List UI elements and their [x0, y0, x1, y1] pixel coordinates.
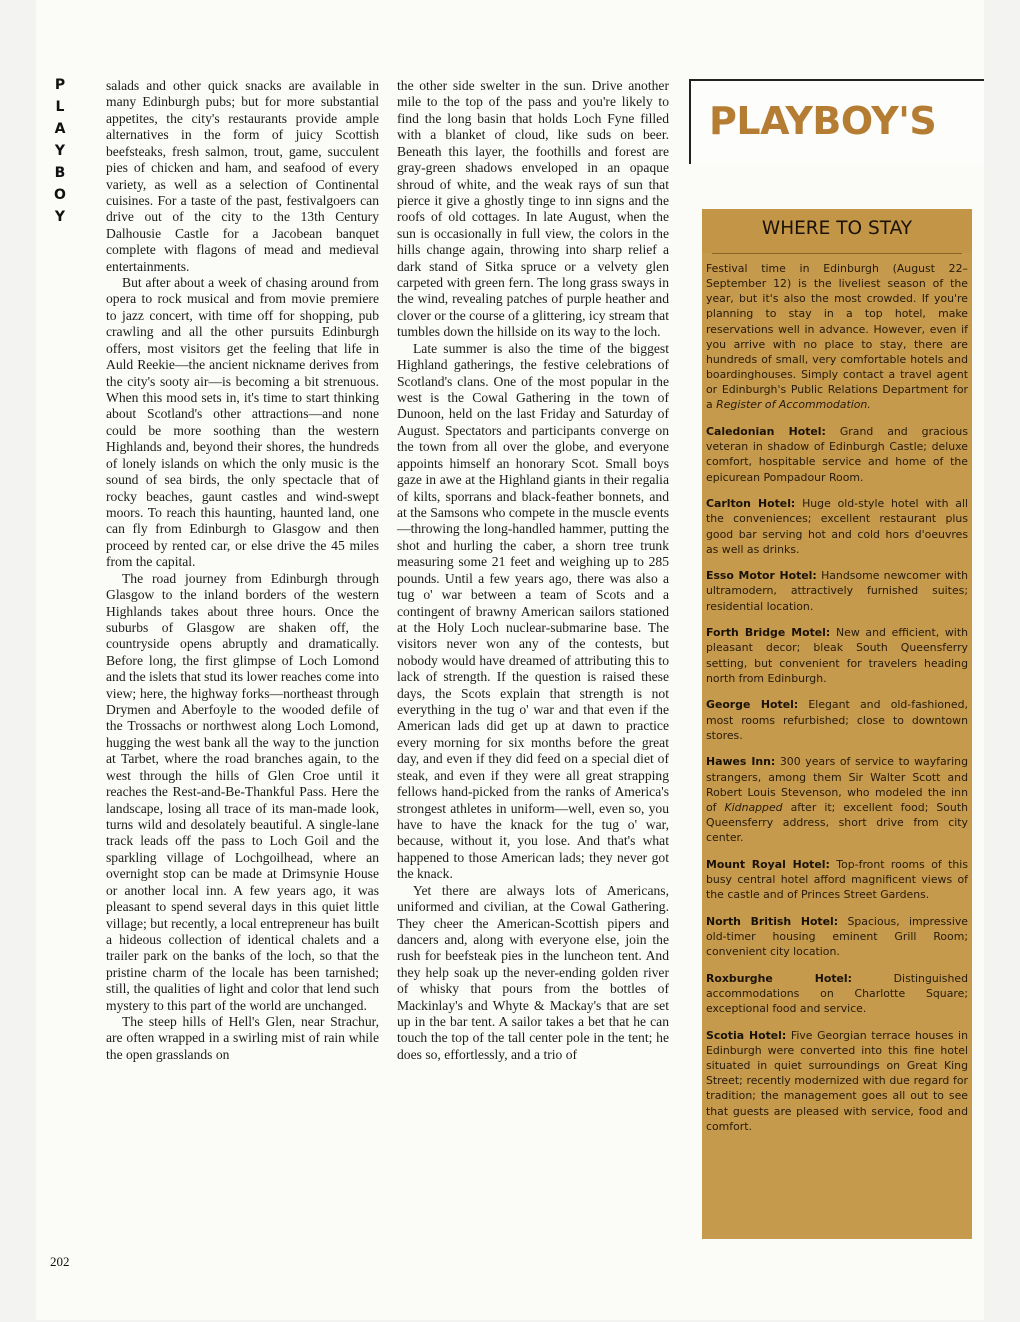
- hotel-name: Esso Motor Hotel:: [706, 569, 817, 583]
- hotel-name: North British Hotel:: [706, 914, 839, 928]
- running-head-letter: O: [54, 187, 66, 203]
- hotel-name: Carlton Hotel:: [706, 497, 796, 511]
- book-title: Kidnapped: [724, 800, 783, 814]
- hotel-entry: Carlton Hotel: Huge old-style hotel with all the conveniences; excellent restaurant plus good bar serving hot and cold hors d'oeuvres as well as drinks.: [706, 497, 968, 556]
- running-head-letter: P: [54, 77, 66, 93]
- hotel-entry: North British Hotel: Spacious, impressive old-timer housing eminent Grill Room; convenient city location.: [706, 914, 968, 959]
- paragraph: Yet there are always lots of Americans, uniformed and civilian, at the Cowal Gathering. They cheer the American-Scottish pipers and dancers and, along with everyone else, join the rush for beefsteak pies in the luncheon tent. And they help soak up the never-ending golden river of whisky that pours from the bottles of Mackinlay's and Whyte & Mackay's that are set up in the bar tent. A sailor takes a bet that he can touch the top of the tall center pole in the tent; he does so, effortlessly, and a trio of: [397, 882, 669, 1062]
- sidebar: [689, 79, 984, 1322]
- running-head-letter: L: [55, 99, 65, 115]
- article-column-2: [397, 78, 669, 1063]
- paragraph: But after about a week of chasing around from opera to rock musical and from movie premiere to jazz concert, with time off for shopping, pub crawling and all the other pursuits Edinburgh offers, most visitors get the feeling that life in Auld Reekie—the ancient nickname derives from the city's sooty air—is becoming a bit strenuous. When this mood sets in, it's time to start thinking about Scotland's other attractions—and none could be more soothing than the western Highlands and, beyond their shores, the hundreds of lonely islands on which the only music is the sound of sea birds, the only spectacle that of rocky beaches, gaunt castles and wind-swept moors. To reach this haunting, haunted land, one can fly from Edinburgh to Glasgow and then proceed by rented car, or else drive the 45 miles from the capital.: [106, 275, 379, 570]
- hotel-name: Scotia Hotel:: [706, 1028, 787, 1042]
- hotel-entry: Hawes Inn: 300 years of service to wayfaring strangers, among them Sir Walter Scott and Robert Louis Stevenson, who modeled the inn of Kidnapped after it; excellent food; South Queensferry address, short drive from city center.: [706, 755, 968, 845]
- running-head-letter: B: [54, 165, 66, 181]
- article-column-1: [106, 78, 379, 1063]
- running-head: [53, 74, 67, 228]
- intro-text: Festival time in Edinburgh (August 22–September 12) is the liveliest season of the year, but it's also the most crowded. If you're planning to stay in a top hotel, make reservations well in advance. However, even if you arrive with no place to stay, there are hundreds of small, very comfortable hotels and boardinghouses. Simply contact a travel agent or Edinburgh's Public Relations Department for a Register of Accommodation.: [706, 262, 968, 412]
- hotel-entry: George Hotel: Elegant and old-fashioned, most rooms refurbished; close to downtown stores.: [706, 698, 968, 742]
- paragraph: Late summer is also the time of the biggest Highland gatherings, the festive celebrations of Scotland's clans. One of the most popular in the west is the Cowal Gathering in the town of Dunoon, held on the last Friday and Saturday of August. Spectators and participants converge on the town from all over the globe, and everyone appoints himself an honorary Scot. Small boys gaze in awe at the Highland giants in their regalia of kilts, sporrans and black-feather bonnets, and at the Samsons who compete in the muscle events—throwing the long-handled hammer, putting the shot and hurling the caber, a shorn tree trunk measuring some 21 feet and weighing up to 285 pounds. Until a few years ago, there was also a tug o' war between a team of Scots and a contingent of brawny American sailors stationed at the Holy Loch nuclear-submarine base. The visitors never won any of the contests, but nobody would have dreamed of attributing this to lack of strength. If the question is raised these days, the Scots explain that strength is not everything in the tug o' war and that even if the American lads did get up at dawn to practice every morning for six months before the great day, and even if they did feed on a special diet of steak, and even if they were all great strapping fellows hand-picked from the ranks of America's strongest athletes in uniform—well, even so, you have to have the knack for the tug o' war, because, without it, you lose. And that's what happened to those American lads; they never got the knack.: [397, 340, 669, 882]
- hotel-entry: Esso Motor Hotel: Handsome newcomer with ultramodern, attractively furnished suites; residential location.: [706, 569, 969, 613]
- running-head-letter: Y: [54, 143, 66, 159]
- box-title: WHERE TO STAY: [761, 218, 913, 239]
- hotel-name: Mount Royal Hotel:: [706, 857, 830, 871]
- hotel-name: Caledonian Hotel:: [706, 425, 826, 439]
- hotel-name: Hawes Inn:: [706, 755, 776, 769]
- hotel-name: George Hotel:: [706, 698, 799, 712]
- hotel-entry: Scotia Hotel: Five Georgian terrace houses in Edinburgh were converted into this fine hotel situated in quiet surroundings on Great King Street; recently modernized with due regard for tradition; the management goes all out to see that guests are pleased with service, food and comfort.: [706, 1028, 968, 1133]
- paragraph: salads and other quick snacks are available in many Edinburgh pubs; but for more substantial appetites, the city's restaurants provide ample alternatives in the form of juicy Scottish beefsteaks, fresh salmon, trout, game, succulent pies of chicken and ham, and seafood of every variety, as well as a selection of Continental cuisines. For a taste of the past, festivalgoers can drive out of the city to the 13th Century Dalhousie Castle for a Jacobean banquet complete with flagons of mead and medieval entertainments.: [106, 78, 379, 274]
- paragraph: The road journey from Edinburgh through Glasgow to the inland borders of the western Highlands takes about three hours. Once the suburbs of Glasgow are shaken off, the countryside opens abruptly and dramatically. Before long, the first glimpse of Loch Lomond and the islets that stud its lower reaches come into view; here, the highway forks—northeast through Drymen and Aberfoyle to the wooded defile of the Trossachs or northwest along Loch Lomond, hugging the west bank all the way to the junction at Tarbet, where the road branches again, to the west through the hills of Glen Croe until it reaches the Rest-and-Be-Thankful Pass. Here the landscape, losing all trace of its man-made look, turns wild and desolately beautiful. A single-lane track leads off the pass to Loch Goil and the sparkling village of Lochgoilhead, where an overnight stop can be made at Drimsynie House or another local inn. A few years ago, it was pleasant to spend several days in this quiet little village; but recently, a local entrepreneur has built a hideous collection of identical chalets and a trailer park on the banks of the loch, so that the pristine charm of the locale has been tarnished; still, the qualities of light and color that lend such mystery to this part of the world are unchanged.: [106, 570, 379, 1013]
- paragraph: The steep hills of Hell's Glen, near Strachur, are often wrapped in a swirling mist of rain while the open grasslands on: [106, 1014, 379, 1062]
- divider: [712, 253, 962, 254]
- banner-title: PLAYBOY'S: [709, 99, 937, 143]
- hotel-entry: Caledonian Hotel: Grand and gracious veteran in shadow of Edinburgh Castle; deluxe comfort, hospitable service and home of the epicurean Pompadour Room.: [706, 425, 968, 484]
- sidebar-banner: [689, 79, 984, 164]
- hotel-entry: Mount Royal Hotel: Top-front rooms of this busy central hotel afford magnificent views of the castle and of Princes Street Gardens.: [706, 857, 968, 902]
- running-head-letter: Y: [54, 209, 66, 225]
- hotel-name: Forth Bridge Motel:: [706, 626, 831, 640]
- hotel-name: Roxburghe Hotel:: [706, 971, 853, 985]
- hotel-entry: Forth Bridge Motel: New and efficient, with pleasant decor; bleak South Queensferry setting, but convenient for travelers heading north from Edinburgh.: [706, 626, 968, 685]
- paragraph: the other side swelter in the sun. Drive another mile to the top of the pass and you're likely to find the long basin that holds Loch Fyne filled with a blanket of cloud, like suds on beer. Beneath this layer, the foothills and forest are gray-green shadows enveloped in an opaque shroud of white, and the weak rays of sun that pierce it give a ghostly tinge to inn signs and the roofs of old cottages. In late August, when the sun is occasionally in full view, the colors in the hills change again, throwing into sharp relief a dark stand of Sitka spruce or a velvety glen carpeted with green fern. The long grass sways in the wind, revealing patches of purple heather and clover or the course of a glittering, icy stream that tumbles down the hillside on its way to the loch.: [397, 78, 669, 340]
- running-head-letter: A: [54, 121, 66, 137]
- box-body: [706, 261, 968, 1145]
- box-header: [702, 209, 972, 253]
- page-number: 202: [50, 1254, 70, 1269]
- where-to-stay-box: [702, 209, 972, 1239]
- register-title: Register of Accommodation.: [716, 398, 871, 412]
- hotel-entry: Roxburghe Hotel: Distinguished accommodations on Charlotte Square; exceptional food and service.: [706, 971, 968, 1016]
